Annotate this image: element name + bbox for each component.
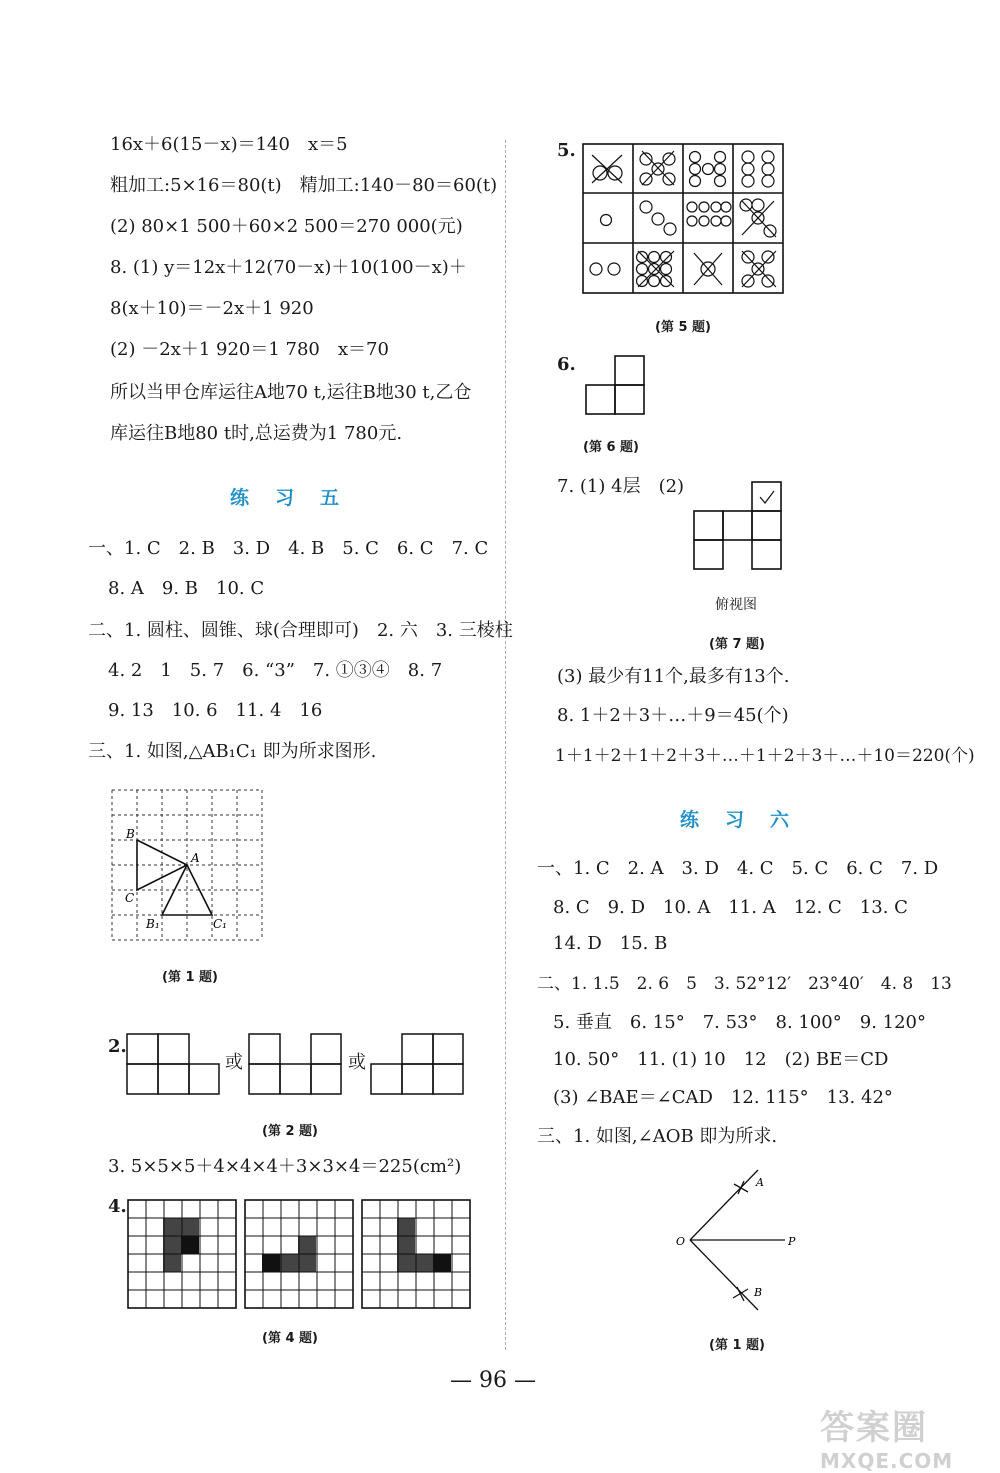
label-a: A [756,1176,764,1189]
question-number: 6. [557,354,576,375]
shaded-grid-figures [127,1200,472,1310]
label-c: C [125,891,135,905]
column-divider [505,140,506,1350]
label-b: B [754,1286,763,1299]
watermark-text: 答案圈 [820,1408,928,1448]
watermark-url: MXQE.COM [820,1449,954,1473]
answer-line: 1＋1＋2＋1＋2＋3＋…＋1＋2＋3＋…＋10＝220(个) [555,746,975,766]
solution-line: (2) 80×1 500＋60×2 500＝270 000(元) [110,216,463,237]
answer-line: 二、1. 圆柱、圆锥、球(合理即可) 2. 六 3. 三棱柱 [88,620,513,641]
question-number: 5. [557,140,576,161]
answer-line: 14. D 15. B [553,933,668,954]
triangle-grid-figure [100,780,280,950]
solution-line: 粗加工:5×16＝80(t) 精加工:140－80＝60(t) [110,175,498,196]
answer-line: (3) ∠BAE＝∠CAD 12. 115° 13. 42° [553,1087,893,1108]
solution-line: 16x＋6(15－x)＝140 x＝5 [110,134,348,155]
section-heading-6: 练习六 [680,809,816,831]
label-b1: B₁ [146,917,160,931]
circle-grid-figure [582,143,786,295]
label-b: B [126,827,135,841]
label-a: A [191,851,200,865]
answer-line: 9. 13 10. 6 11. 4 16 [108,700,323,721]
answer-line: 7. (1) 4层 (2) [557,476,685,497]
figure-caption: (第 1 题) [162,970,218,985]
answer-line: 三、1. 如图,∠AOB 即为所求. [537,1126,778,1147]
section-heading-5: 练习五 [230,487,366,509]
watermark [820,1400,985,1473]
answer-line: 8. C 9. D 10. A 11. A 12. C 13. C [553,897,908,918]
answer-line: 5. 垂直 6. 15° 7. 53° 8. 100° 9. 120° [553,1012,926,1033]
answer-line: 三、1. 如图,△AB₁C₁ 即为所求图形. [88,741,377,762]
label-o: O [676,1235,686,1248]
answer-line: 8. 1＋2＋3＋…＋9＝45(个) [557,705,789,726]
answer-line: 10. 50° 11. (1) 10 12 (2) BE＝CD [553,1049,889,1070]
figure-label: 俯视图 [715,597,757,613]
top-view-figure [692,480,784,572]
or-label: 或 [225,1052,243,1073]
answer-line: 二、1. 1.5 2. 6 5 3. 52°12′ 23°40′ 4. 8 13 [537,974,952,994]
answer-line: 一、1. C 2. B 3. D 4. B 5. C 6. C 7. C [88,538,489,559]
answer-line: 3. 5×5×5＋4×4×4＋3×3×4＝225(cm²) [108,1156,462,1177]
check-mark-icon [760,491,774,503]
figure-caption: (第 1 题) [709,1338,765,1353]
net-figures [125,1032,475,1098]
solution-line: 库运往B地80 t时,总运费为1 780元. [110,423,403,444]
label-c1: C₁ [213,917,227,931]
figure-caption: (第 6 题) [583,440,639,455]
or-label: 或 [348,1052,366,1073]
solution-line: 所以当甲仓库运往A地70 t,运往B地30 t,乙仓 [110,382,472,403]
label-p: P [788,1235,796,1248]
answer-line: 4. 2 1 5. 7 6. “3” 7. ①③④ 8. 7 [108,660,443,681]
block-view-figure [584,354,648,418]
figure-caption: (第 5 题) [655,320,711,335]
solution-line: 8(x＋10)＝－2x＋1 920 [110,298,314,319]
figure-caption: (第 2 题) [262,1124,318,1139]
question-number: 2. [108,1036,127,1057]
angle-figure [670,1165,810,1315]
answer-line: (3) 最少有11个,最多有13个. [557,666,790,687]
question-number: 4. [108,1196,127,1217]
solution-line: 8. (1) y＝12x＋12(70－x)＋10(100－x)＋ [110,257,467,278]
figure-caption: (第 4 题) [262,1331,318,1346]
answer-line: 一、1. C 2. A 3. D 4. C 5. C 6. C 7. D [537,858,939,879]
figure-caption: (第 7 题) [709,637,765,652]
answer-line: 8. A 9. B 10. C [108,578,265,599]
page-number: — 96 — [450,1368,536,1393]
solution-line: (2) －2x＋1 920＝1 780 x＝70 [110,339,389,360]
